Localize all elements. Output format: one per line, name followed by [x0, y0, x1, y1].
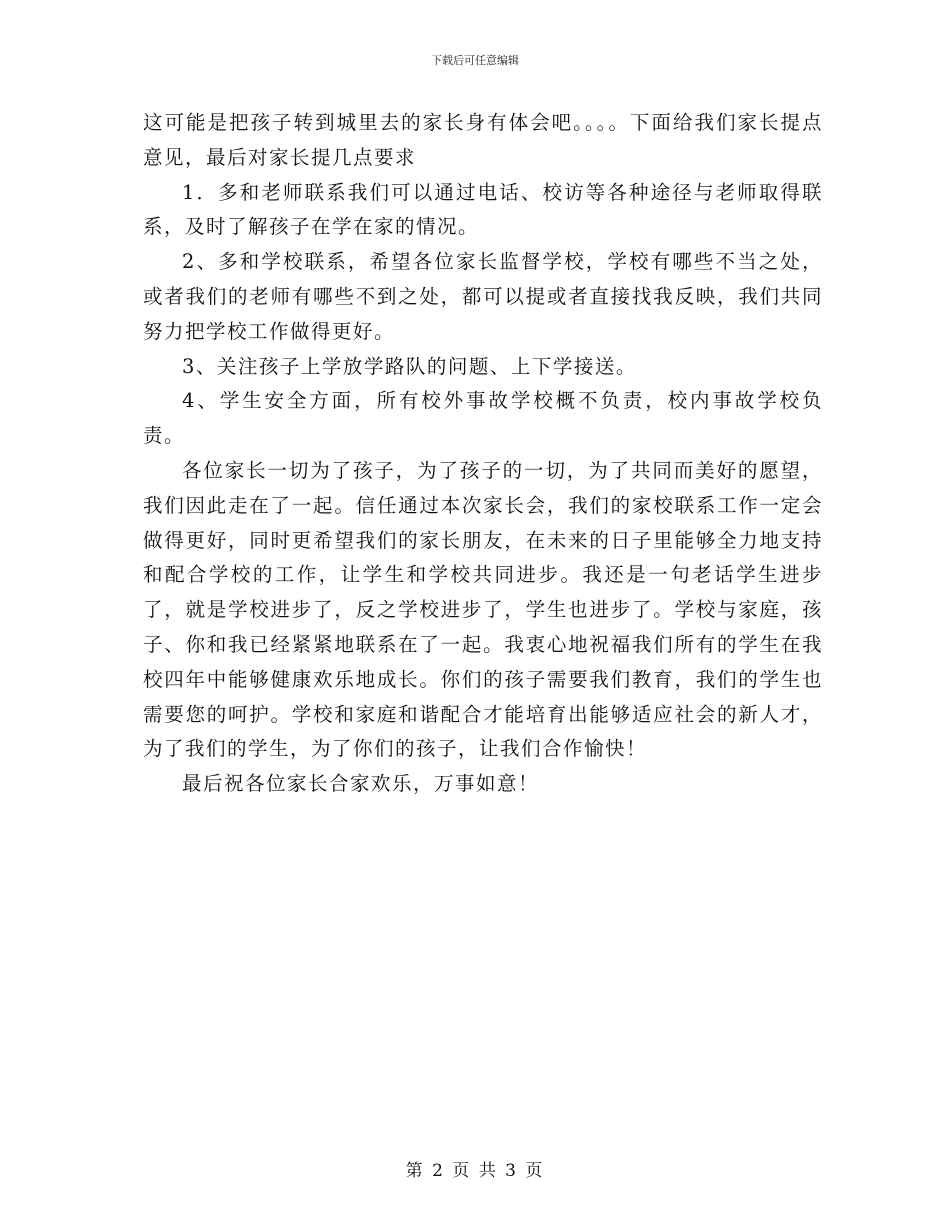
paragraph-intro: 这可能是把孩子转到城里去的家长身有体会吧。。。。下面给我们家长提点意见，最后对家长提几点要求	[143, 111, 823, 169]
paragraph-item-2: 2、多和学校联系，希望各位家长监督学校，学校有哪些不当之处，或者我们的老师有哪些不到之处，都可以提或者直接找我反映，我们共同努力把学校工作做得更好。	[143, 250, 823, 343]
paragraph-item-4: 4、学生安全方面，所有校外事故学校概不负责，校内事故学校负责。	[143, 389, 823, 448]
paragraph-item-3: 3、关注孩子上学放学路队的问题、上下学接送。	[182, 354, 637, 378]
document-body	[143, 106, 823, 802]
page-header-note: 下载后可任意编辑	[431, 54, 519, 67]
paragraph-closing: 各位家长一切为了孩子，为了孩子的一切，为了共同而美好的愿望，我们因此走在了一起。信任通过本次家长会，我们的家校联系工作一定会做得更好，同时更希望我们的家长朋友，在未来的日子里能够全力地支持和配合学校的工作，让学生和学校共同进步。我还是一句老话学生进步了，就是学校进步了，反之学校进步了，学生也进步了。学校与家庭，孩子、你和我已经紧紧地联系在了一起。我衷心地祝福我们所有的学生在我校四年中能够健康欢乐地成长。你们的孩子需要我们教育，我们的学生也需要您的呵护。学校和家庭和谐配合才能培育出能够适应社会的新人才，为了我们的学生，为了你们的孩子，让我们合作愉快！	[143, 458, 823, 761]
paragraph-wishes: 最后祝各位家长合家欢乐，万事如意！	[182, 772, 540, 796]
paragraph-item-1: 1．多和老师联系我们可以通过电话、校访等各种途径与老师取得联系，及时了解孩子在学在家的情况。	[143, 180, 823, 239]
page-number: 第 2 页 共 3 页	[405, 1161, 545, 1181]
